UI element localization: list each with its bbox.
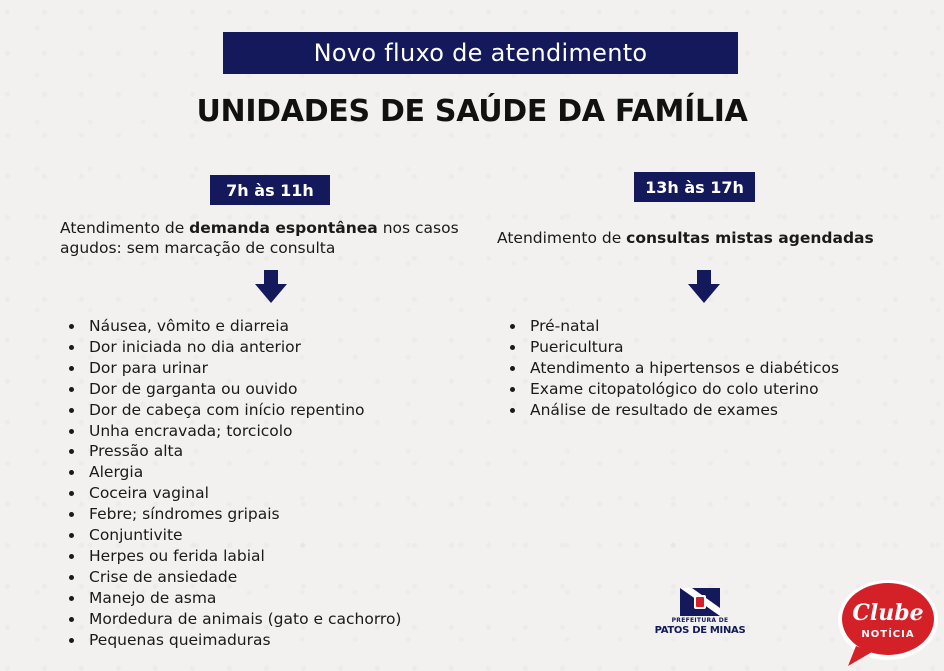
prefeitura-flag-icon — [680, 588, 720, 616]
prefeitura-city-text: PATOS DE MINAS — [654, 625, 746, 636]
morning-time-badge — [210, 175, 330, 205]
morning-desc-post: nos casos agudos: sem marcação de consulta — [60, 219, 459, 257]
list-item: Crise de ansiedade — [63, 567, 401, 588]
list-item: Pré-natal — [504, 316, 839, 337]
list-item: Dor iniciada no dia anterior — [63, 337, 401, 358]
page-title: UNIDADES DE SAÚDE DA FAMÍLIA — [196, 94, 748, 129]
down-arrow-icon — [254, 270, 288, 304]
list-item: Pressão alta — [63, 441, 401, 462]
list-item: Puericultura — [504, 337, 839, 358]
afternoon-desc-bold: consultas mistas agendadas — [626, 229, 874, 247]
afternoon-description — [497, 228, 937, 248]
afternoon-services-list — [504, 316, 839, 421]
list-item: Alergia — [63, 462, 401, 483]
list-item: Mordedura de animais (gato e cachorro) — [63, 609, 401, 630]
prefeitura-pre-text: PREFEITURA DE — [671, 617, 729, 624]
afternoon-desc-pre: Atendimento de — [497, 229, 627, 247]
morning-desc-pre: Atendimento de — [60, 219, 190, 237]
clube-logo-word: Clube — [852, 600, 924, 626]
list-item: Dor de garganta ou ouvido — [63, 379, 401, 400]
morning-description — [60, 218, 480, 258]
list-item: Conjuntivite — [63, 525, 401, 546]
down-arrow-icon — [687, 270, 721, 304]
morning-time-label: 7h às 11h — [226, 180, 314, 200]
list-item: Febre; síndromes gripais — [63, 504, 401, 525]
list-item: Dor para urinar — [63, 358, 401, 379]
list-item: Coceira vaginal — [63, 483, 401, 504]
list-item: Unha encravada; torcicolo — [63, 421, 401, 442]
list-item: Herpes ou ferida labial — [63, 546, 401, 567]
clube-noticia-logo — [836, 576, 940, 668]
list-item: Análise de resultado de exames — [504, 400, 839, 421]
banner-text: Novo fluxo de atendimento — [313, 39, 648, 67]
list-item: Náusea, vômito e diarreia — [63, 316, 401, 337]
morning-desc-bold: demanda espontânea — [189, 219, 378, 237]
noticia-logo-word: NOTÍCIA — [861, 629, 915, 640]
prefeitura-logo — [652, 588, 748, 640]
morning-conditions-list — [63, 316, 401, 651]
afternoon-time-badge — [634, 172, 755, 202]
list-item: Manejo de asma — [63, 588, 401, 609]
list-item: Pequenas queimaduras — [63, 630, 401, 651]
header-banner — [223, 32, 738, 74]
list-item: Dor de cabeça com início repentino — [63, 400, 401, 421]
list-item: Atendimento a hipertensos e diabéticos — [504, 358, 839, 379]
list-item: Exame citopatológico do colo uterino — [504, 379, 839, 400]
afternoon-time-label: 13h às 17h — [645, 177, 744, 197]
